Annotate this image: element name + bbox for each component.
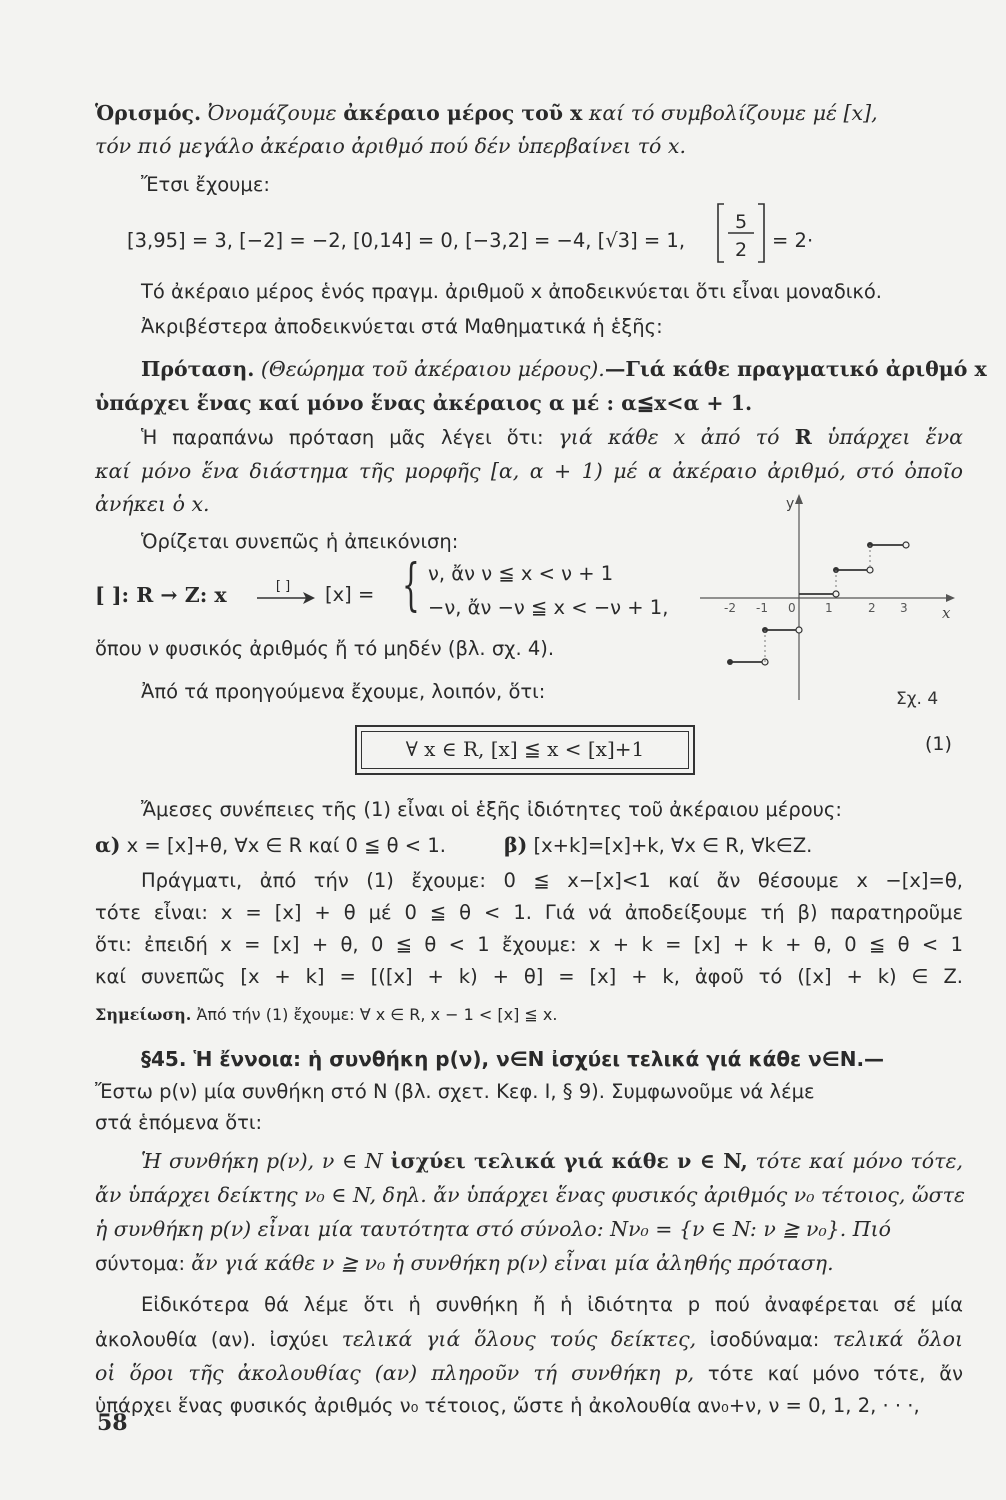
- mapping-note: ὅπου ν φυσικός ἀριθμός ἤ τό μηδέν (βλ. σχ. 4).: [95, 637, 555, 660]
- mapping-intro: Ὁρίζεται συνεπῶς ἡ ἀπεικόνιση:: [141, 530, 459, 553]
- section-45-line-1: Ἔστω p(ν) μία συνθήκη στό N (βλ. σχετ. Κεφ. I, § 9). Συμφωνοῦμε νά λέμε: [95, 1080, 815, 1103]
- definition-line-5: Ἀκριβέστερα ἀποδεικνύεται στά Μαθηματικά ἡ ἑξῆς:: [141, 315, 663, 338]
- fraction-result: = 2·: [772, 229, 814, 252]
- before-box-text: Ἀπό τά προηγούμενα ἔχουμε, λοιπόν, ὅτι:: [141, 680, 546, 703]
- mapping-case-1: ν, ἄν ν ≦ x < ν + 1: [428, 562, 614, 585]
- x-tick-neg2: -2: [724, 601, 736, 615]
- definition-examples: [3,95] = 3, [−2] = −2, [0,14] = 0, [−3,2] = −4, [√3] = 1,: [127, 229, 686, 252]
- mapping-arrow-label: [ ]: [275, 579, 291, 594]
- boxed-formula-text: ∀ x ∈ R, [x] ≦ x < [x]+1: [405, 737, 645, 761]
- mapping-arrow: [255, 576, 317, 612]
- x-axis-label: x: [942, 604, 951, 622]
- section-45-line-2: στά ἑπόμενα ὅτι:: [95, 1111, 263, 1134]
- y-axis-label: y: [786, 496, 795, 512]
- proof-line-3: ὅτι: ἐπειδή x = [x] + θ, 0 ≦ θ < 1 ἔχουμε: x + k = [x] + k + θ, 0 ≦ θ < 1: [95, 933, 963, 956]
- definition-line-3: Ἔτσι ἔχουμε:: [141, 173, 270, 196]
- proof-line-2: τότε εἶναι: x = [x] + θ μέ 0 ≦ θ < 1. Γιά νά ἀποδείξουμε τή β) παρατηροῦμε: [95, 901, 963, 924]
- proposition-explanation-3: ἀνήκει ὁ x.: [95, 492, 210, 516]
- note-label: Σημείωση.: [95, 1005, 192, 1024]
- proposition-explanation-1: Ἡ παραπάνω πρόταση μᾶς λέγει ὅτι: γιά κάθε x ἀπό τό R ὑπάρχει ἕνα: [141, 425, 963, 449]
- section-45-def-2: ἄν ὑπάρχει δείκτης ν₀ ∈ N, δηλ. ἄν ὑπάρχει ἕνας φυσικός ἀριθμός ν₀ τέτοιος, ὥστε: [95, 1183, 965, 1207]
- section-45-para-2: ἀκολουθία (αν). ἰσχύει τελικά γιά ὅλους τούς δείκτες, ἰσοδύναμα: τελικά ὅλοι: [95, 1327, 964, 1351]
- section-45-para-4: ὑπάρχει ἕνας φυσικός ἀριθμός ν₀ τέτοιος, ὥστε ἡ ἀκολουθία αν₀+ν, ν = 0, 1, 2, · · ·,: [95, 1394, 920, 1417]
- section-45-para-1: Εἰδικότερα θά λέμε ὅτι ἡ συνθήκη ἤ ἡ ἰδιότητα p πού ἀναφέρεται σέ μία: [141, 1293, 963, 1316]
- section-45-para-3: οἱ ὅροι τῆς ἀκολουθίας (αν) πληροῦν τή συνθήκη p, τότε καί μόνο τότε, ἄν: [95, 1361, 963, 1385]
- page-number: 58: [97, 1410, 128, 1436]
- definition-label: Ὁρισμός.: [95, 101, 202, 125]
- mapping-lhs: [ ]: R → Z: x: [95, 583, 227, 607]
- equation-number: (1): [925, 733, 952, 755]
- x-tick-3: 3: [900, 601, 908, 615]
- fraction-numerator: 5: [734, 211, 748, 233]
- consequences-intro: Ἄμεσες συνέπειες τῆς (1) εἶναι οἱ ἑξῆς ἰδιότητες τοῦ ἀκέραιου μέρους:: [141, 798, 842, 821]
- boxed-formula: [355, 725, 695, 775]
- proposition-line-2: ὑπάρχει ἕνας καί μόνο ἕνας ἀκέραιος α μέ : α≦x<α + 1.: [95, 391, 753, 415]
- x-tick-neg1: -1: [756, 601, 768, 615]
- section-45-def-4: σύντομα: ἄν γιά κάθε ν ≧ ν₀ ἡ συνθήκη p(ν) εἶναι μία ἀληθής πρόταση.: [95, 1251, 834, 1275]
- section-45-title: §45. Ἡ ἔννοια: ἡ συνθήκη p(ν), ν∈N ἰσχύει τελικά γιά κάθε ν∈N.—: [141, 1047, 885, 1071]
- figure-caption: Σχ. 4: [896, 689, 939, 709]
- definition-line-4: Τό ἀκέραιο μέρος ἑνός πραγμ. ἀριθμοῦ x ἀποδεικνύεται ὅτι εἶναι μοναδικό.: [141, 280, 882, 303]
- proposition-line-1: Πρόταση. (Θεώρημα τοῦ ἀκέραιου μέρους).—Γιά κάθε πραγματικό ἀριθμό x: [141, 357, 987, 381]
- section-45-def-1: Ἡ συνθήκη p(ν), ν ∈ N ἰσχύει τελικά γιά κάθε ν ∈ N, τότε καί μόνο τότε,: [141, 1149, 963, 1173]
- consequence-a-b: α) x = [x]+θ, ∀x ∈ R καί 0 ≦ θ < 1. β) [x+k]=[x]+k, ∀x ∈ R, ∀k∈Z.: [95, 833, 813, 857]
- proposition-explanation-2: καί μόνο ἕνα διάστημα τῆς μορφῆς [α, α + 1) μέ α ἀκέραιο ἀριθμό, στό ὁποῖο: [95, 459, 963, 483]
- mapping-case-2: −ν, ἄν −ν ≦ x < −ν + 1,: [428, 596, 669, 619]
- definition-line-1: Ὁρισμός. Ὀνομάζουμε ἀκέραιο μέρος τοῦ x καί τό συμβολίζουμε μέ [x],: [95, 101, 878, 125]
- cases-brace: {: [402, 553, 420, 618]
- note-line: Σημείωση. Ἀπό τήν (1) ἔχουμε: ∀ x ∈ R, x − 1 < [x] ≦ x.: [95, 1005, 558, 1024]
- x-tick-1: 1: [825, 601, 833, 615]
- proposition-label: Πρόταση.: [141, 357, 255, 381]
- fraction-five-halves: [716, 198, 766, 268]
- x-tick-2: 2: [868, 601, 876, 615]
- fraction-denominator: 2: [734, 239, 748, 261]
- mapping-rhs: [x] =: [325, 583, 375, 606]
- step-function-figure: [700, 490, 960, 715]
- x-tick-0: 0: [788, 601, 796, 615]
- section-45-def-3: ἡ συνθήκη p(ν) εἶναι μία ταυτότητα στό σύνολο: Nν₀ = {ν ∈ N: ν ≧ ν₀}. Πιό: [95, 1217, 892, 1241]
- proof-line-1: Πράγματι, ἀπό τήν (1) ἔχουμε: 0 ≦ x−[x]<1 καί ἄν θέσουμε x −[x]=θ,: [141, 869, 963, 892]
- definition-line-2: τόν πιό μεγάλο ἀκέραιο ἀριθμό πού δέν ὑπερβαίνει τό x.: [95, 134, 686, 158]
- proof-line-4: καί συνεπῶς [x + k] = [([x] + k) + θ] = [x] + k, ἀφοῦ τό ([x] + k) ∈ Z.: [95, 965, 963, 988]
